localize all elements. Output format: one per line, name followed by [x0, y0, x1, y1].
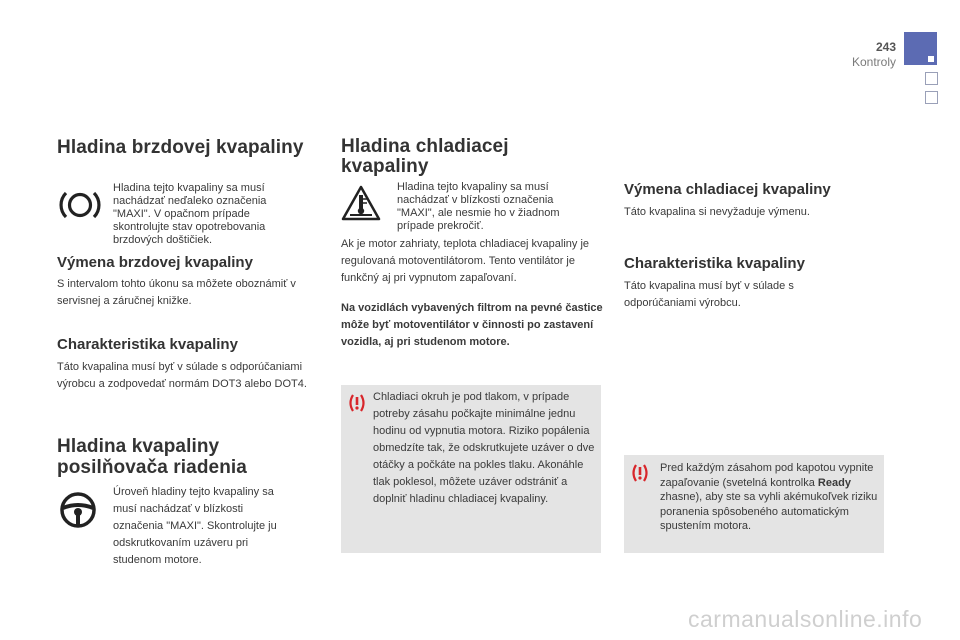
- section-title: Kontroly: [851, 55, 896, 69]
- steering-level-text: Úroveň hladiny tejto kvapaliny sa musí nachádzať v blízkosti označenia "MAXI". Skontrolujte ju odskrutkovaním uzáveru pri studenom motore.: [113, 486, 277, 566]
- coolant-title-line1: Hladina chladiacej: [341, 136, 509, 157]
- brake-replace-title: Výmena brzdovej kvapaliny: [57, 254, 253, 271]
- coolant-fan-text: Ak je motor zahriaty, teplota chladiacej kvapaliny je regulovaná motoventilátorom. Tento ventilátor je funkčný aj pri vypnutom zapaľovaní.: [341, 238, 590, 284]
- warning-icon: [347, 394, 367, 412]
- warning-icon: [630, 464, 650, 482]
- brake-warning-icon: [58, 187, 102, 223]
- coolant-char-title: Charakteristika kvapaliny: [624, 255, 805, 272]
- brake-char-title: Charakteristika kvapaliny: [57, 336, 238, 353]
- chapter-tab-active[interactable]: [904, 32, 937, 65]
- ready-indicator-label: Ready: [817, 476, 851, 489]
- chapter-tab[interactable]: [925, 91, 938, 104]
- steering-title-line1: Hladina kvapaliny: [57, 436, 220, 457]
- ignition-warning-text-start: Pred každým zásahom pod kapotou vypnite zapaľovanie (svetelná kontrolka: [660, 462, 874, 489]
- page-number: 243: [875, 40, 896, 54]
- brake-fluid-title: Hladina brzdovej kvapaliny: [57, 137, 304, 158]
- coolant-temperature-warning-icon: [340, 184, 382, 224]
- coolant-replace-text: Táto kvapalina si nevyžaduje výmenu.: [624, 206, 810, 218]
- chapter-tab[interactable]: [925, 72, 938, 85]
- brake-replace-text: S intervalom tohto úkonu sa môžete oboznámiť v servisnej a záručnej knižke.: [57, 278, 296, 307]
- ignition-warning-text: [660, 461, 878, 534]
- coolant-warning-box: [341, 385, 601, 553]
- coolant-level-text: Hladina tejto kvapaliny sa musí nachádzať v blízkosti označenia "MAXI", ale nesmie ho v žiadnom prípade prekročiť.: [397, 181, 560, 232]
- watermark: carmanualsonline.info: [688, 606, 923, 632]
- steering-wheel-icon: [58, 490, 98, 530]
- coolant-warning-text: Chladiaci okruh je pod tlakom, v prípade potreby zásahu počkajte minimálne jednu hodinu od vypnutia motora. Riziko popálenia obmedzíte tak, že odskrutkujete uzáver o dve otáčky a počkáte na pokles tlaku. Akonáhle tlak poklesol, môžete uzáver odstrániť a doplniť hladinu chladiacej kvapaliny.: [373, 391, 595, 505]
- ignition-warning-box: [624, 455, 884, 553]
- coolant-char-text: Táto kvapalina musí byť v súlade s odporúčaniami výrobcu.: [624, 280, 794, 309]
- coolant-title-line2: kvapaliny: [341, 156, 429, 177]
- coolant-replace-title: Výmena chladiacej kvapaliny: [624, 181, 831, 198]
- coolant-fan-bold-note: Na vozidlách vybavených filtrom na pevné častice môže byť motoventilátor v činnosti po zastavení vozidla, aj pri studenom motore.: [341, 302, 603, 348]
- brake-level-text: Hladina tejto kvapaliny sa musí nachádzať neďaleko označenia "MAXI". V opačnom prípade skontrolujte stav opotrebovania brzdových doštičiek.: [113, 182, 267, 246]
- brake-char-text: Táto kvapalina musí byť v súlade s odporúčaniami výrobcu a zodpovedať normám DOT3 alebo DOT4.: [57, 361, 307, 390]
- steering-title-line2: posilňovača riadenia: [57, 457, 247, 478]
- ignition-warning-text-end: zhasne), aby ste sa vyhli akémukoľvek riziku poranenia spôsobeného automatickým spustením motora.: [660, 491, 878, 532]
